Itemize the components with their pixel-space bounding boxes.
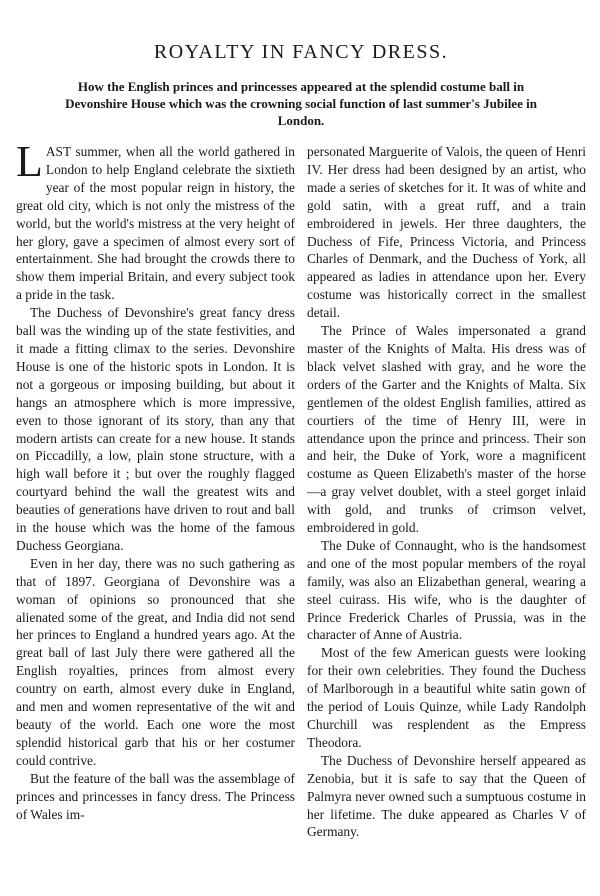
paragraph: personated Marguerite of Valois, the queen of Henri IV. Her dress had been designed by an artist, who made a series of sketches for it. It was of white and gold satin, with a great ruff, and a train embroidered in jewels. Her three daughters, the Duchess of Fife, Princess Victoria, and Princess Charles of Denmark, and the Duchess of York, all appeared as ladies in attendance upon her. Every costume was historically correct in the smallest detail. [307,144,586,321]
article-title: ROYALTY IN FANCY DRESS. [153,41,449,63]
paragraph: Even in her day, there was no such gathering as that of 1897. Georgiana of Devonshire was a woman of opinions so pronounced that she alienated some of the great, and India did not send her princes to England a hundred years ago. At the great ball of last July there were gathered all the English royalties, princes from almost every country on earth, almost every duke in England, and men and women representative of the wit and beauty of the world. Each one wore the most splendid historical garb that his or her costumer could contrive. [16,555,295,768]
paragraph: The Duchess of Devonshire's great fancy dress ball was the winding up of the state festivities, and it made a fitting climax to the series. Devonshire House is one of the historic spots in London. It is not a gorgeous or imposing building, but about it hangs an atmosphere which is more impressive, even to those ignorant of its story, than any that modern artists can create for a new house. It stands on Piccadilly, a low, plain stone structure, with a high wall before it ; but over the roughly flagged courtyard behind the wall the greatest wits and beauties of generations have driven to rout and ball in the house which was the home of the famous Duchess Georgiana. [16,305,295,553]
paragraph: The Prince of Wales impersonated a grand master of the Knights of Malta. His dress was of black velvet slashed with gray, and he wore the orders of the Garter and the Knights of Malta. Six gentlemen of the oldest English families, attired as courtiers of the time of Henry III, were in attendance upon the prince and princess. Their son and heir, the Duke of York, wore a magnificent costume as Queen Elizabeth's master of the horse —a gray velvet doublet, with a steel gorget inlaid with gold, and trunks of crimson velvet, embroidered in gold. [307,323,586,536]
paragraph [16,143,295,304]
article-body [16,143,586,888]
drop-cap: L [16,143,43,186]
article-subtitle: How the English princes and princesses appeared at the splendid costume ball in Devonshire House which was the crowning social function of last summer's Jubilee in London. [65,79,537,128]
left-column [16,143,295,888]
right-column [307,143,586,888]
paragraph: But the feature of the ball was the assemblage of princes and princesses in fancy dress. The Princess of Wales im- [16,770,295,822]
paragraph: Most of the few American guests were looking for their own celebrities. They found the Duchess of Marlborough in a beautiful white satin gown of the period of Louis Quinze, while Lady Randolph Churchill was resplendent as the Empress Theodora. [307,645,586,750]
paragraph: The Duke of Connaught, who is the handsomest and one of the most popular members of the royal family, was also an Elizabethan general, wearing a steel cuirass. His wife, who is the daughter of Prince Frederick Charles of Prussia, was in the character of Anne of Austria. [307,537,586,643]
paragraph: The Duchess of Devonshire herself appeared as Zenobia, but it is safe to say that the Queen of Palmyra never owned such a sumptuous costume in her lifetime. The duke appeared as Charles V of Germany. [307,752,586,840]
paragraph-text: AST summer, when all the world gathered in London to help England celebrate the sixtieth year of the most popular reign in history, the great old city, which is not only the mistress of the world, but the world's mistress at the very height of her glory, gave a specimen of almost every sort of entertainment. She had brought the crowds there to show them imperial Britain, and every subject took a pride in the task. [16,144,295,303]
